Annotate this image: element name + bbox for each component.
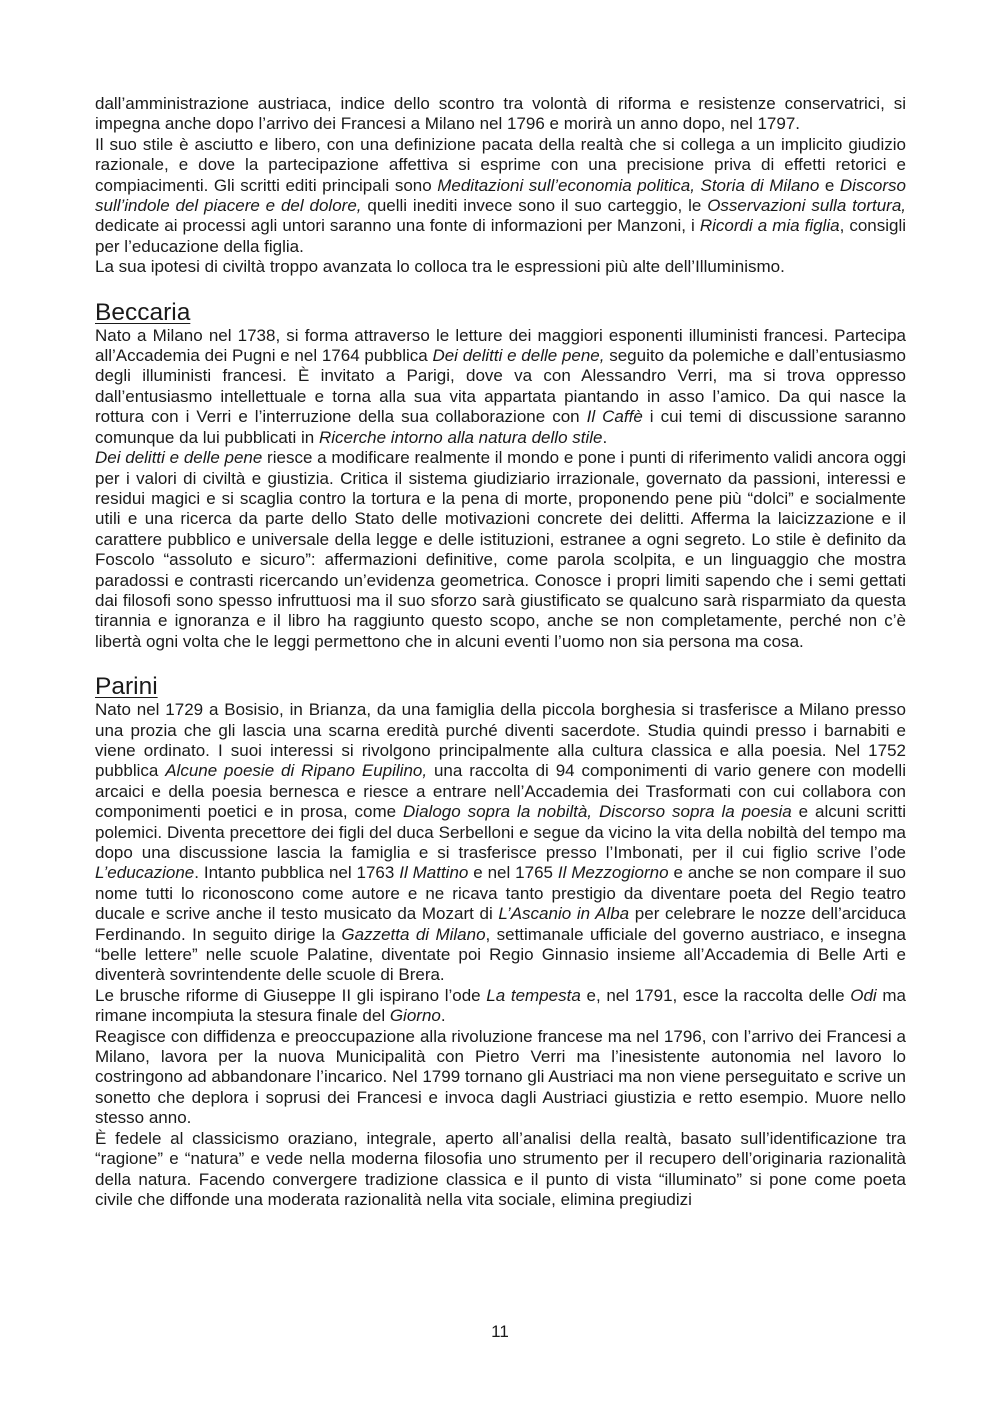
text-run: e alcuni scritti polemici. Diventa precettore dei figli del duca Serbelloni e segue da vicino la vita della nobiltà del tempo ma dopo una discussione lascia la famiglia e si trasferisce presso l’Imbonati, per il cui figlio scrive l’ode — [95, 802, 907, 862]
text-run: e, nel 1791, esce la raccolta delle — [580, 985, 851, 1005]
italic-title-run: Giorno — [389, 1006, 441, 1026]
text-run: . — [440, 1006, 446, 1026]
text-run: Nato nel 1729 a Bosisio, in Brianza, da una famiglia della piccola borghesia si trasferisce a Milano presso una prozia che gli lascia una scarna eredità purché diventi sacerdote. Studia quindi presso i barnabiti e viene ordinato. I suoi interessi si rivolgono principalmente alla cultura classica e alla poesia. Nel 1752 pubblica — [95, 700, 906, 781]
text-run: , settimanale ufficiale del governo austriaco, e insegna “belle lettere” nelle scuole Palatine, diventate poi Regio Ginnasio insieme all’Accademia di Belle Arti e diventerà sovrintendente delle scuole di Brera. — [95, 924, 906, 985]
italic-title-run: Dei delitti e delle pene — [95, 448, 263, 468]
italic-title-run: Odi — [850, 985, 877, 1005]
italic-title-run: L’educazione — [95, 863, 195, 883]
section-parini — [95, 674, 906, 1210]
italic-title-run: Ricerche intorno alla natura dello stile — [318, 427, 603, 447]
text-run: . — [602, 427, 608, 447]
italic-title-run: Il Caffè — [586, 407, 643, 427]
parini-paragraph-1 — [95, 700, 906, 986]
heading-beccaria: Beccaria — [95, 298, 191, 326]
page-number: 11 — [491, 1322, 509, 1341]
section-beccaria — [95, 300, 906, 653]
heading-parini: Parini — [95, 673, 158, 701]
italic-title-run: Il Mattino — [399, 863, 469, 883]
italic-title-run: L’Ascanio in Alba — [498, 904, 630, 924]
text-run: e — [819, 175, 840, 195]
intro-paragraph-1 — [95, 94, 906, 135]
text-run: La sua ipotesi di civiltà troppo avanzata lo colloca tra le espressioni più alte dell’Illuminismo. — [95, 257, 785, 277]
italic-title-run: Dei delitti e delle pene, — [432, 346, 605, 366]
italic-title-run: Gazzetta di Milano — [341, 924, 486, 944]
text-run: Nato a Milano nel 1738, si forma attraverso le letture dei maggiori esponenti illuministi francesi. Partecipa all’Accademia dei Pugni e nel 1764 pubblica — [95, 325, 906, 366]
parini-paragraph-4 — [95, 1129, 906, 1211]
italic-title-run: Meditazioni sull’economia politica, Storia di Milano — [437, 175, 820, 195]
text-run: seguito da polemiche e dall’entusiasmo degli illuministi francesi. È invitato a Parigi, dove va con Alessandro Verri, ma si trova oppresso dall’entusiasmo intellettuale e torna alla sua vita appartata piantando in asso l’amico. Da qui nasce la rottura con i Verri e l’interruzione della sua collaborazione con — [95, 346, 906, 427]
text-run: una raccolta di 94 componimenti di vario genere con modelli arcaici e della poesia bernesca e riesce a entrare nell’Accademia dei Trasformati con cui collabora con componimenti poetici e in prosa, come — [95, 761, 906, 822]
italic-title-run: Il Mezzogiorno — [557, 863, 669, 883]
text-run: dedicate ai processi agli untori saranno una fonte di informazioni per Manzoni, i — [95, 216, 700, 236]
beccaria-paragraph-2 — [95, 448, 906, 652]
text-run: i cui temi di discussione saranno comunque da lui pubblicati in — [95, 407, 906, 447]
text-run: . Intanto pubblica nel 1763 — [194, 863, 400, 883]
text-run: ma rimane incompiuta la stesura finale del — [95, 985, 906, 1026]
italic-title-run: Ricordi a mia figlia — [699, 216, 840, 236]
intro-paragraph-3 — [95, 257, 906, 277]
italic-title-run: Dialogo sopra la nobiltà, Discorso sopra la poesia — [403, 802, 792, 822]
intro-paragraph-2 — [95, 135, 906, 257]
text-run: , consigli per l’educazione della figlia. — [95, 216, 907, 256]
text-run: È fedele al classicismo oraziano, integrale, aperto all’analisi della realtà, basato sull’identificazione tra “ragione” e “natura” e vede nella moderna filosofia uno strumento per il recupero dell’originaria razionalità della natura. Facendo convergere tradizione classica e il punto di vista “illuminato” si pone come poeta civile che diffonde una moderata razionalità nella vita sociale, elimina pregiudizi — [95, 1128, 906, 1209]
parini-paragraph-3 — [95, 1027, 906, 1129]
text-run: Il suo stile è asciutto e libero, con una definizione pacata della realtà che si collega a un implicito giudizio razionale, e dove la partecipazione affettiva si esprime con una precisione priva di effetti retorici e compiacimenti. Gli scritti editi principali sono — [95, 134, 906, 195]
text-run: e anche se non compare il suo nome tutti lo riconoscono come autore e ne ricava tanto prestigio da diventare poeta del Regio teatro ducale e scrive anche il testo musicato da Mozart di — [95, 863, 906, 924]
italic-title-run: Alcune poesie di Ripano Eupilino, — [165, 761, 428, 781]
italic-title-run: Discorso sull’indole del piacere e del dolore, — [95, 175, 906, 216]
italic-title-run: La tempesta — [486, 985, 581, 1005]
italic-title-run: Osservazioni sulla tortura, — [707, 196, 906, 216]
text-run: dall’amministrazione austriaca, indice dello scontro tra volontà di riforma e resistenze conservatrici, si impegna anche dopo l’arrivo dei Francesi a Milano nel 1796 e morirà un anno dopo, nel 1797. — [95, 94, 906, 134]
text-run: e nel 1765 — [468, 863, 558, 883]
text-run: per celebrare le nozze dell’arciduca Ferdinando. In seguito dirige la — [95, 904, 906, 944]
text-run: quelli inediti invece sono il suo carteggio, le — [361, 196, 708, 216]
text-run: Reagisce con diffidenza e preoccupazione alla rivoluzione francese ma nel 1796, con l’arrivo dei Francesi a Milano, lavora per la nuova Municipalità con Pietro Verri ma l’inesistente autonomia nel lavoro lo costringono ad abbandonare l’incarico. Nel 1799 tornano gli Austriaci ma non viene perseguitato e scrive un sonetto che deplora i soprusi dei Francesi e invoca dagli Austriaci giustizia e retto esempio. Muore nello stesso anno. — [95, 1026, 906, 1128]
beccaria-paragraph-1 — [95, 326, 906, 448]
parini-paragraph-2 — [95, 986, 906, 1027]
text-run: Le brusche riforme di Giuseppe II gli ispirano l’ode — [95, 985, 487, 1005]
page-body — [95, 94, 906, 1210]
text-run: riesce a modificare realmente il mondo e pone i punti di riferimento validi ancora oggi per i valori di civiltà e giustizia. Critica il sistema giudiziario irrazionale, governato da passioni, interessi e residui magici e si scaglia contro la tortura e la pena di morte, proponendo pene più “dolci” e socialmente utili e una ricerca da parte dello Stato delle motivazioni concrete dei delitti. Afferma la laicizzazione e il carattere pubblico e universale della legge e delle istituzioni, estranee a ogni segreto. Lo stile è definito da Foscolo “assoluto e sicuro”: affermazioni definitive, come parola scolpita, e un linguaggio che mostra paradossi e contrasti ricercando un’evidenza geometrica. Conosce i propri limiti sapendo che i semi gettati dai filosofi sono spesso infruttuosi ma il suo sforzo sarà giustificato se qualcuno sarà risparmiato da questa tirannia e ignoranza e il libro ha raggiunto questo scopo, anche se non completamente, perché non c’è libertà ogni volta che le leggi permettono che in alcuni eventi l’uomo non sia persona ma cosa. — [95, 448, 906, 651]
